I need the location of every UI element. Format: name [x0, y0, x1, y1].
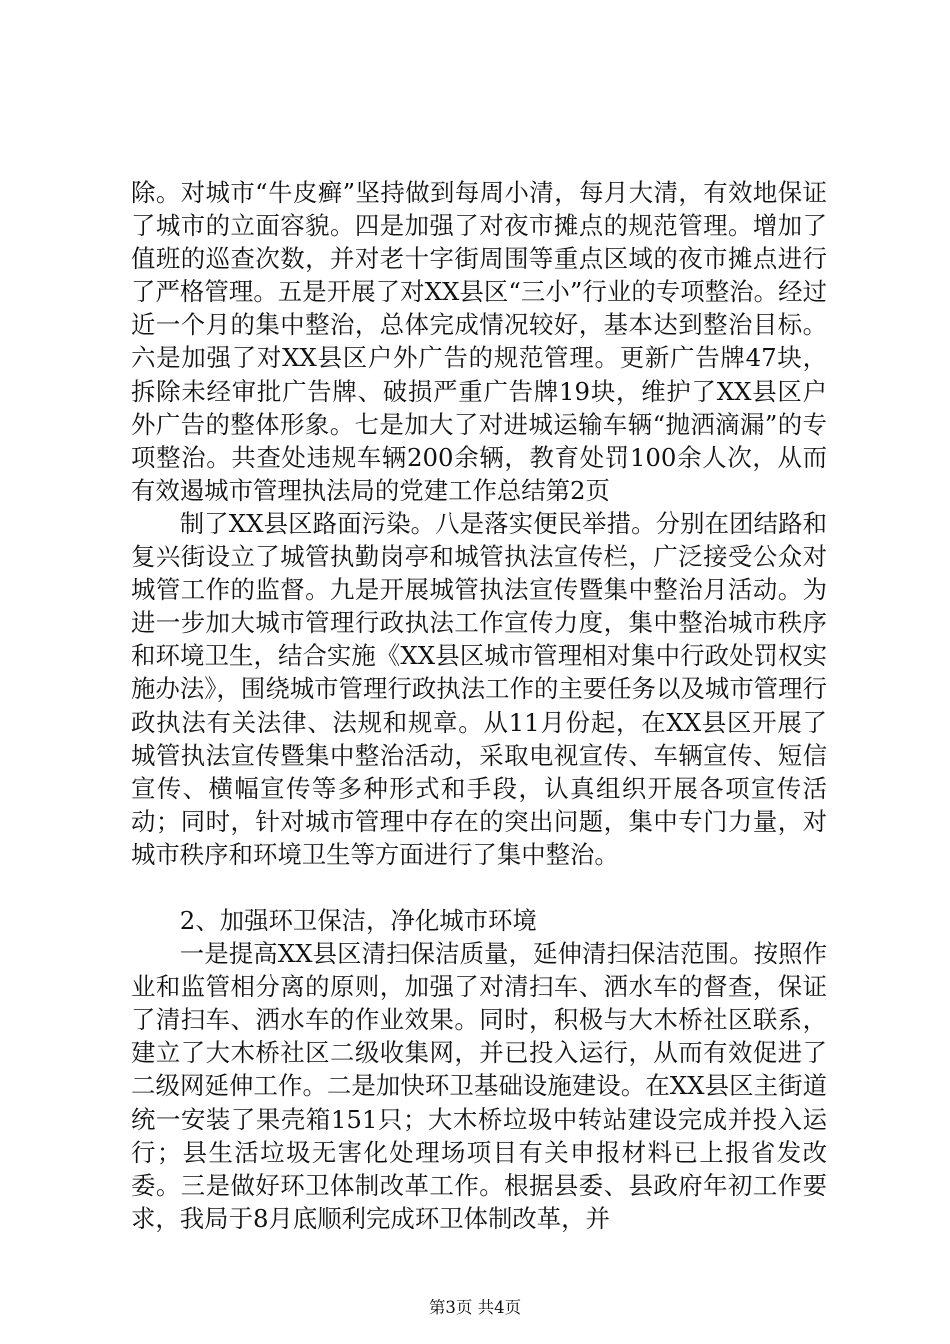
document-body: [131, 176, 827, 1235]
paragraph-spacer: [131, 871, 827, 904]
page-footer: 第3页 共4页: [428, 1298, 522, 1317]
paragraph-city-enforcement: 制了XX县区路面污染。八是落实便民举措。分别在团结路和复兴街设立了城管执勤岗亭和城管执法宣传栏，广泛接受公众对城管工作的监督。九是开展城管执法宣传暨集中整治月活动。为进一步加大城市管理行政执法工作宣传力度，集中整治城市秩序和环境卫生，结合实施《XX县区城市管理相对集中行政处罚权实施办法》，围绕城市管理行政执法工作的主要任务以及城市管理行政执法有关法律、法规和规章。从11月份起，在XX县区开展了城管执法宣传暨集中整治活动，采取电视宣传、车辆宣传、短信宣传、横幅宣传等多种形式和手段，认真组织开展各项宣传活动；同时，针对城市管理中存在的突出问题，集中专门力量，对城市秩序和环境卫生等方面进行了集中整治。: [131, 508, 827, 869]
section-heading: 2、加强环卫保洁，净化城市环境: [179, 905, 537, 935]
paragraph-continued: 除。对城市“牛皮癣”坚持做到每周小清，每月大清，有效地保证了城市的立面容貌。四是加强了对夜市摊点的规范管理。增加了值班的巡查次数，并对老十字街周围等重点区域的夜市摊点进行了严格管理。五是开展了对XX县区“三小”行业的专项整治。经过近一个月的集中整治，总体完成情况较好，基本达到整治目标。六是加强了对XX县区户外广告的规范管理。更新广告牌47块，拆除未经审批广告牌、破损严重广告牌19块，维护了XX县区户外广告的整体形象。七是加大了对进城运输车辆“抛洒滴漏”的专项整治。共查处违规车辆200余辆，教育处罚100余人次，从而有效遏城市管理执法局的党建工作总结第2页: [131, 178, 827, 505]
paragraph-sanitation: 一是提高XX县区清扫保洁质量，延伸清扫保洁范围。按照作业和监管相分离的原则，加强了对清扫车、洒水车的督查，保证了清扫车、洒水车的作业效果。同时，积极与大木桥社区联系，建立了大木桥社区二级收集网，并已投入运行，从而有效促进了二级网延伸工作。二是加快环卫基础设施建设。在XX县区主街道统一安装了果壳箱151只；大木桥垃圾中转站建设完成并投入运行；县生活垃圾无害化处理场项目有关申报材料已上报省发改委。三是做好环卫体制改革工作。根据县委、县政府年初工作要求，我局于8月底顺利完成环卫体制改革，并: [131, 939, 827, 1233]
